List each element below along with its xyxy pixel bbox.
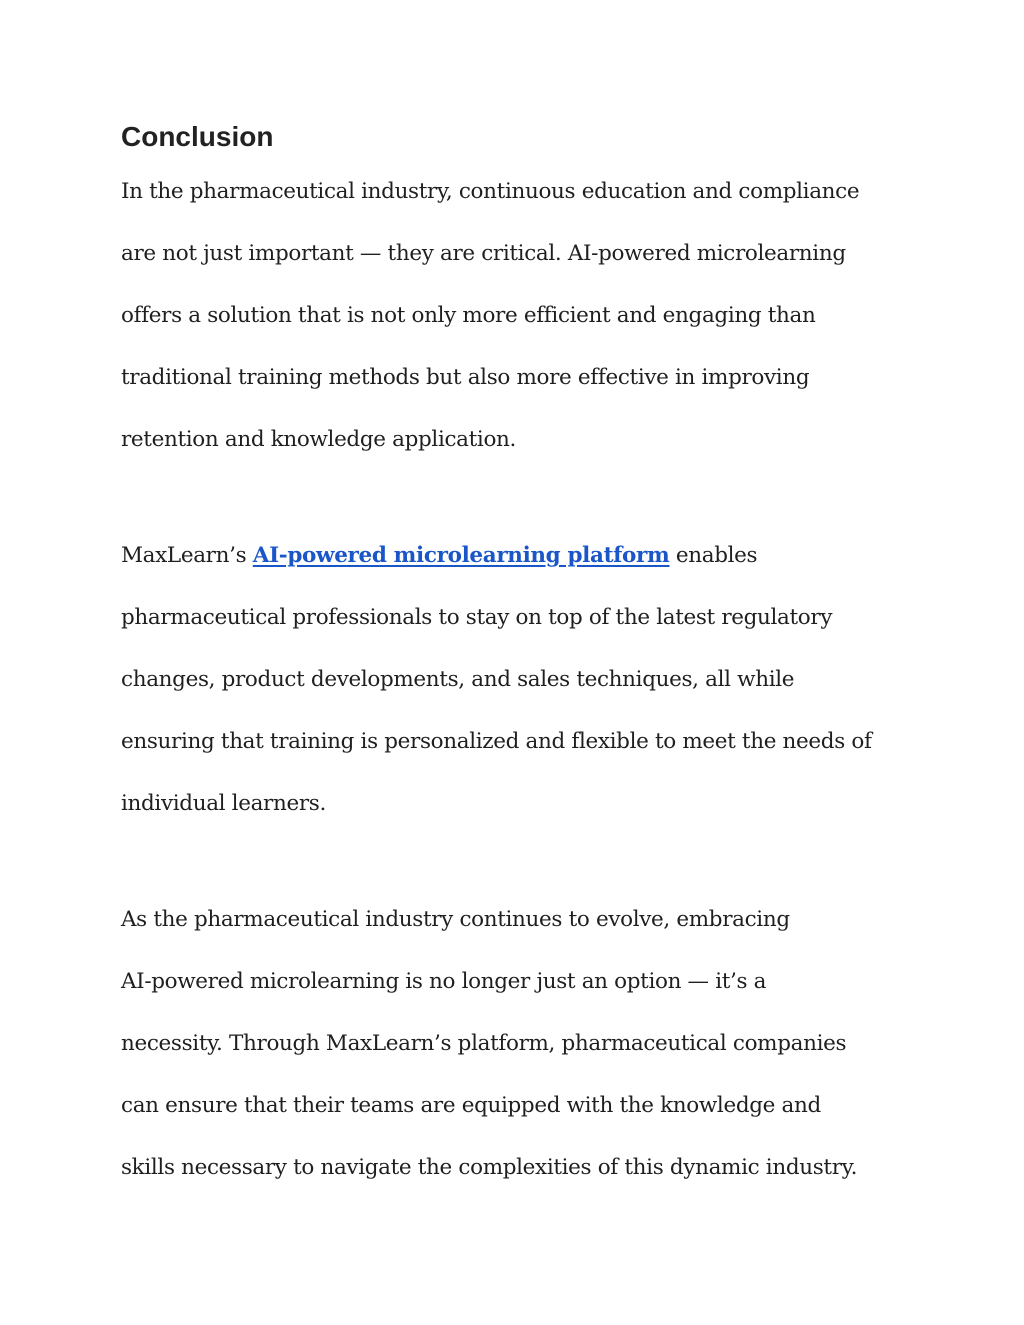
paragraph-text: enables	[669, 543, 758, 568]
paragraph-line: In the pharmaceutical industry, continuous education and compliance	[121, 179, 860, 204]
paragraph-line: individual learners.	[121, 791, 326, 816]
paragraph-line: are not just important — they are critical. AI-powered microlearning	[121, 241, 846, 266]
paragraph-line: pharmaceutical professionals to stay on top of the latest regulatory	[121, 605, 833, 630]
paragraph-line: As the pharmaceutical industry continues to evolve, embracing	[121, 907, 790, 932]
paragraph-line: AI-powered microlearning is no longer just an option — it’s a	[121, 969, 767, 994]
paragraph-line: retention and knowledge application.	[121, 427, 517, 452]
section-heading: Conclusion	[121, 121, 274, 152]
paragraph-line: traditional training methods but also more effective in improving	[121, 365, 810, 390]
paragraph-line: necessity. Through MaxLearn’s platform, pharmaceutical companies	[121, 1031, 847, 1056]
paragraph-line: ensuring that training is personalized and flexible to meet the needs of	[121, 729, 872, 754]
platform-link[interactable]: AI-powered microlearning platform	[252, 543, 670, 568]
paragraph-line: can ensure that their teams are equipped with the knowledge and	[121, 1093, 821, 1118]
paragraph-line: skills necessary to navigate the complexities of this dynamic industry.	[121, 1155, 858, 1180]
paragraph-line: changes, product developments, and sales techniques, all while	[121, 667, 795, 692]
paragraph-line: offers a solution that is not only more efficient and engaging than	[121, 303, 816, 328]
paragraph-line	[121, 541, 757, 571]
paragraph-text: MaxLearn’s	[121, 543, 253, 568]
